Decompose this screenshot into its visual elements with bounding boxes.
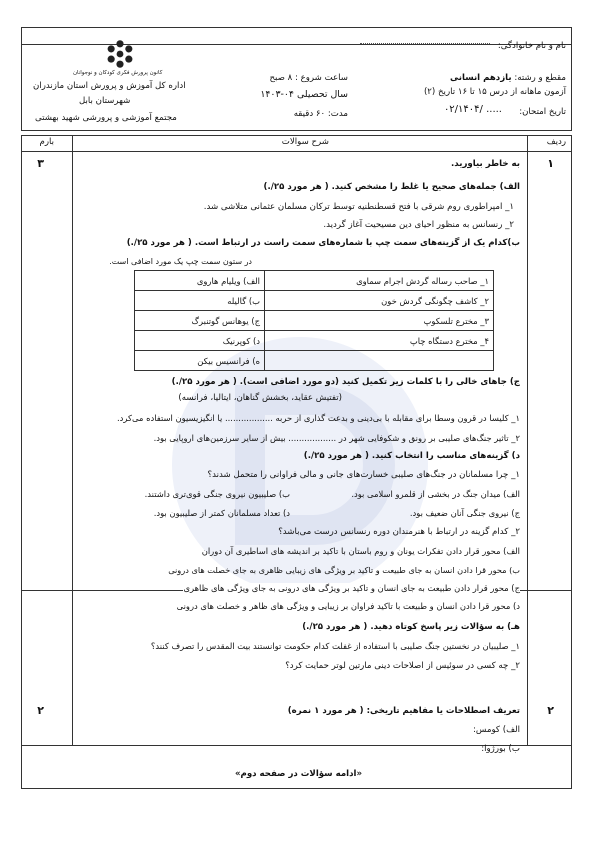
organization-logo bbox=[103, 37, 137, 71]
q1-d1-option-a: الف) میدان جنگ در بخشی از قلمرو اسلامی بود. bbox=[351, 489, 520, 499]
table-row bbox=[135, 311, 494, 331]
match-left-item: ج) یوهانس گوتنبرگ bbox=[135, 311, 265, 331]
match-right-item: ۱_ صاحب رساله گردش اجرام سماوی bbox=[265, 271, 494, 291]
q1-d1-option-c: ج) نیروی جنگی آنان ضعیف بود. bbox=[409, 508, 520, 518]
exam-title: آزمون ماهانه از درس ۱۵ تا ۱۶ تاریخ (۲) bbox=[423, 87, 566, 97]
question-1-score: ۳ bbox=[37, 157, 44, 170]
q1-c-item-2: ۲_ تاثیر جنگ‌های صلیبی بر رونق و شکوفایی شهر در .................. بیش از سایر سرزمین‌های اروپایی بود. bbox=[153, 433, 520, 443]
question-2-number: ۲ bbox=[547, 704, 554, 717]
q1-part-c-title: ج) جاهای خالی را با کلمات زیر تکمیل کنید (دو مورد اضافی است). ( هر مورد ۲۵/.) bbox=[171, 377, 520, 387]
question-1-number: ۱ bbox=[547, 157, 554, 170]
table-row bbox=[135, 271, 494, 291]
table-row bbox=[135, 291, 494, 311]
logo-caption: کانون پرورش فکری کودکان و نوجوانان bbox=[73, 70, 163, 76]
student-name-field[interactable] bbox=[360, 43, 490, 44]
q1-c-words: (تفتیش عقاید، بخشش گناهان، ایتالیا، فرانسه) bbox=[178, 393, 342, 403]
table-row bbox=[135, 331, 494, 351]
table-row bbox=[135, 351, 494, 371]
exam-duration: مدت: ۶۰ دقیقه bbox=[293, 109, 348, 119]
q1-c-item-1: ۱_ کلیسا در قرون وسطا برای مقابله با بی‌دینی و بدعت گذاری از حربه .................. یا انگیزیسیون استفاده می‌کرد. bbox=[116, 413, 520, 423]
exam-date-value: ..... /۰۲/۱۴۰۴ bbox=[443, 104, 502, 115]
org-line-2: شهرستان بابل bbox=[79, 96, 131, 106]
q1-d2-option-d: د) محور قرا دادن انسان و طبیعت با تاکید فراوان بر زیبایی و ویژگی های ظاهر و خصلت های درونی bbox=[176, 601, 520, 611]
questions-table bbox=[21, 135, 572, 789]
match-right-item: ۴_ مخترع دستگاه چاپ bbox=[265, 331, 494, 351]
q1-d2-option-a: الف) محور قرار دادن تفکرات یونان و روم باستان با تاکید بر اندیشه های اساطیری آن دوران bbox=[201, 546, 520, 556]
q2-item-a: الف) کومس: bbox=[473, 725, 520, 735]
match-left-item: ب) گالیله bbox=[135, 291, 265, 311]
q1-part-d-title: د) گزینه‌های مناسب را انتخاب کنید. ( هر مورد ۲۵/.) bbox=[303, 451, 520, 461]
org-line-1: اداره کل آموزش و پرورش استان مازندران bbox=[33, 81, 186, 91]
column-questions-header: شرح سوالات bbox=[281, 137, 329, 147]
column-score-header: بارم bbox=[39, 137, 54, 147]
exam-date-label: تاریخ امتحان: bbox=[519, 107, 566, 117]
q1-part-a-title: الف) جمله‌های صحیح یا غلط را مشخص کنید. ( هر مورد ۲۵/.) bbox=[263, 182, 520, 192]
org-line-3: مجتمع آموزشی و پرورشی شهید بهشتی bbox=[35, 113, 177, 123]
q1-part-e-title: هـ) به سؤالات زیر پاسخ کوتاه دهید. ( هر مورد ۲۵/.) bbox=[302, 622, 520, 632]
q1-d-question-1: ۱_ چرا مسلمانان در جنگ‌های صلیبی خسارت‌های جانی و مالی فراوانی را متحمل شدند؟ bbox=[207, 470, 520, 480]
q1-b-note: در ستون سمت چپ یک مورد اضافی است. bbox=[109, 257, 252, 266]
q1-a-item-1: ۱_ امپراطوری روم شرقی با فتح قسطنطنیه توسط ترکان مسلمان عثمانی متلاشی شد. bbox=[203, 202, 514, 212]
exam-page bbox=[21, 27, 572, 789]
match-left-item: الف) ویلیام هاروی bbox=[135, 271, 265, 291]
match-right-item bbox=[265, 351, 494, 371]
match-left-item: ه) فرانسیس بیکن bbox=[135, 351, 265, 371]
q1-d-question-2: ۲_ کدام گزینه در ارتباط با هنرمندان دوره رنسانس درست می‌باشد؟ bbox=[278, 527, 520, 537]
q1-d1-option-b: ب) صلیبیون نیروی جنگی قوی‌تری داشتند. bbox=[144, 489, 290, 499]
student-name-label: نام و نام خانوادگی: bbox=[497, 41, 566, 51]
match-left-item: د) کوپرنیک bbox=[135, 331, 265, 351]
q1-e-item-1: ۱_ صلیبیان در نخستین جنگ صلیبی با استفاده از غفلت کدام حکومت توانستند بیت المقدس را تصرف کنند؟ bbox=[150, 641, 520, 651]
q1-a-item-2: ۲_ رنسانس به منظور احیای دین مسیحیت آغاز گردید. bbox=[323, 220, 514, 230]
column-row-header: ردیف bbox=[546, 137, 566, 147]
school-year: سال تحصیلی ۰۴-۱۴۰۳ bbox=[260, 89, 348, 100]
q1-d2-option-b: ب) محور قرا دادن انسان به جای طبیعت و تاکید بر ویژگی های زیبایی ظاهری به جای خصلت های درونی bbox=[168, 565, 520, 575]
q2-item-b: ب) بورژوا: bbox=[481, 744, 520, 754]
question-2-score: ۲ bbox=[37, 704, 44, 717]
matching-table bbox=[134, 270, 494, 371]
q1-d1-option-d: د) تعداد مسلمانان کمتر از صلیبیون بود. bbox=[153, 508, 290, 518]
start-time: ساعت شروع : ۸ صبح bbox=[269, 73, 348, 83]
q1-d2-option-c: ج) محور قرار دادن طبیعت به جای انسان و تاکید بر ویژگی های درونی به جای ویژگی های ظاهری bbox=[183, 583, 520, 593]
q1-e-item-2: ۲_ چه کسی در سوئیس از اصلاحات دینی مارتین لوتر حمایت کرد؟ bbox=[285, 661, 520, 671]
grade-line: مقطع و رشته: یازدهم انسانی bbox=[450, 73, 566, 83]
q1-intro: به خاطر بیاورید. bbox=[451, 159, 520, 169]
continued-footer: «ادامه سؤالات در صفحه دوم» bbox=[234, 769, 362, 779]
match-right-item: ۳_ مخترع تلسکوپ bbox=[265, 311, 494, 331]
match-right-item: ۲_ کاشف چگونگی گردش خون bbox=[265, 291, 494, 311]
q2-title: تعریف اصطلاحات یا مفاهیم تاریخی: ( هر مورد ۱ نمره) bbox=[287, 706, 520, 716]
q1-part-b-title: ب)کدام یک از گزینه‌های سمت چپ با شماره‌های سمت راست در ارتباط است. ( هر مورد ۲۵/.) bbox=[126, 238, 520, 248]
